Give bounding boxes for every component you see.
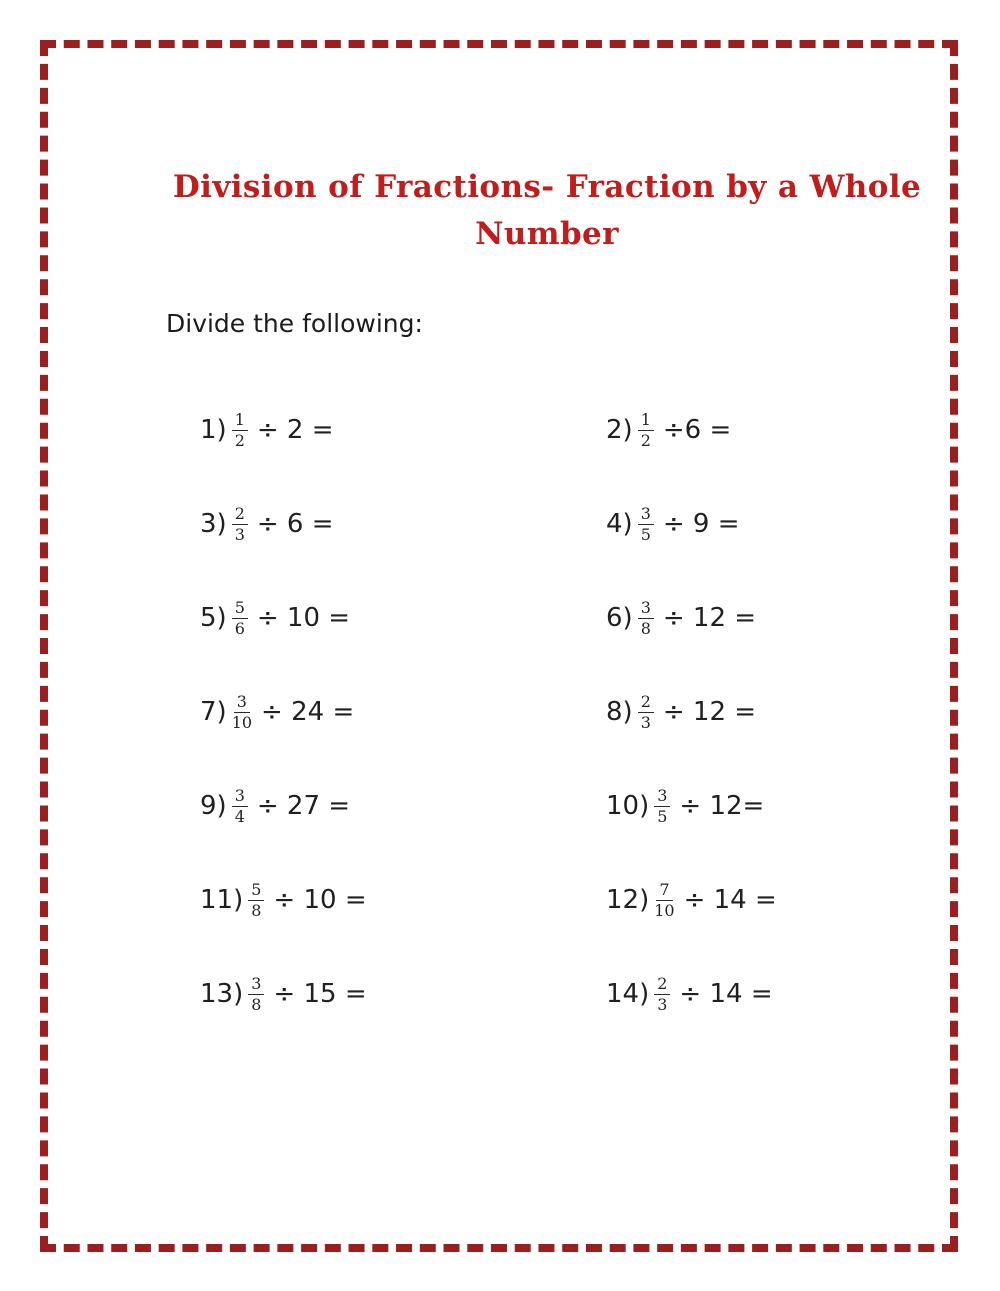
division-expression: ÷6 =	[662, 415, 732, 445]
instruction-text: Divide the following:	[166, 309, 423, 338]
problem-item	[200, 665, 606, 759]
fraction-numerator: 3	[638, 599, 654, 619]
division-expression: ÷ 2 =	[256, 415, 334, 445]
fraction-denominator: 10	[654, 900, 675, 920]
fraction-denominator: 4	[234, 806, 245, 826]
fraction	[638, 599, 654, 638]
fraction	[232, 599, 248, 638]
fraction-denominator: 3	[640, 712, 651, 732]
fraction-numerator: 1	[638, 411, 654, 431]
fraction-denominator: 3	[234, 524, 245, 544]
problem-number: 10)	[606, 791, 650, 821]
fraction-numerator: 2	[638, 693, 654, 713]
division-expression: ÷ 10 =	[256, 603, 351, 633]
fraction	[638, 505, 654, 544]
problems-grid	[200, 383, 777, 1041]
division-expression: ÷ 10 =	[273, 885, 367, 915]
fraction-denominator: 3	[657, 994, 668, 1014]
division-expression: ÷ 15 =	[273, 979, 367, 1009]
dashed-red-border	[40, 40, 958, 1252]
fraction-numerator: 3	[234, 693, 250, 713]
fraction-numerator: 3	[232, 787, 248, 807]
division-expression: ÷ 14 =	[679, 979, 773, 1009]
fraction-numerator: 5	[232, 599, 248, 619]
fraction	[638, 411, 654, 450]
fraction	[248, 975, 264, 1014]
fraction-denominator: 2	[640, 430, 651, 450]
fraction-denominator: 8	[640, 618, 651, 638]
fraction-denominator: 8	[251, 900, 262, 920]
problem-number: 14)	[606, 979, 650, 1009]
fraction-numerator: 3	[248, 975, 264, 995]
division-expression: ÷ 14 =	[683, 885, 777, 915]
fraction-denominator: 5	[657, 806, 668, 826]
problem-number: 2)	[606, 415, 633, 445]
division-expression: ÷ 12=	[679, 791, 765, 821]
fraction-numerator: 2	[654, 975, 670, 995]
fraction	[654, 787, 670, 826]
fraction-numerator: 5	[248, 881, 264, 901]
problem-number: 12)	[606, 885, 650, 915]
worksheet-content	[96, 96, 998, 1291]
fraction-denominator: 5	[640, 524, 651, 544]
problem-item	[606, 947, 777, 1041]
problem-number: 6)	[606, 603, 633, 633]
problem-item	[200, 477, 606, 571]
title-line-1: Division of Fractions- Fraction by a Whole	[172, 169, 922, 205]
problem-number: 5)	[200, 603, 227, 633]
problem-number: 3)	[200, 509, 227, 539]
fraction-numerator: 7	[656, 881, 672, 901]
fraction	[654, 881, 674, 920]
fraction-numerator: 2	[232, 505, 248, 525]
problem-number: 13)	[200, 979, 244, 1009]
fraction	[232, 411, 248, 450]
fraction	[248, 881, 264, 920]
problem-item	[200, 853, 606, 947]
worksheet-title	[96, 164, 998, 258]
problem-number: 9)	[200, 791, 227, 821]
problem-item	[200, 947, 606, 1041]
problem-item	[200, 759, 606, 853]
fraction	[638, 693, 654, 732]
fraction-numerator: 3	[638, 505, 654, 525]
problem-item	[606, 759, 777, 853]
problem-number: 1)	[200, 415, 227, 445]
problem-item	[606, 853, 777, 947]
problem-number: 8)	[606, 697, 633, 727]
division-expression: ÷ 24 =	[261, 697, 355, 727]
fraction	[232, 693, 252, 732]
fraction-denominator: 10	[231, 712, 253, 732]
title-line-2: Number	[475, 216, 619, 252]
fraction	[654, 975, 670, 1014]
division-expression: ÷ 6 =	[256, 509, 334, 539]
fraction-numerator: 1	[232, 411, 248, 431]
problem-item	[200, 571, 606, 665]
division-expression: ÷ 27 =	[256, 791, 351, 821]
division-expression: ÷ 12 =	[662, 603, 757, 633]
fraction	[232, 787, 248, 826]
fraction-denominator: 6	[234, 618, 245, 638]
division-expression: ÷ 12 =	[662, 697, 757, 727]
problem-item	[606, 571, 777, 665]
fraction	[232, 505, 248, 544]
problem-number: 4)	[606, 509, 633, 539]
problem-item	[606, 383, 777, 477]
problem-item	[606, 477, 777, 571]
problem-item	[606, 665, 777, 759]
fraction-numerator: 3	[654, 787, 670, 807]
problem-item	[200, 383, 606, 477]
fraction-denominator: 8	[251, 994, 262, 1014]
division-expression: ÷ 9 =	[662, 509, 740, 539]
problem-number: 7)	[200, 697, 227, 727]
problem-number: 11)	[200, 885, 244, 915]
fraction-denominator: 2	[234, 430, 245, 450]
